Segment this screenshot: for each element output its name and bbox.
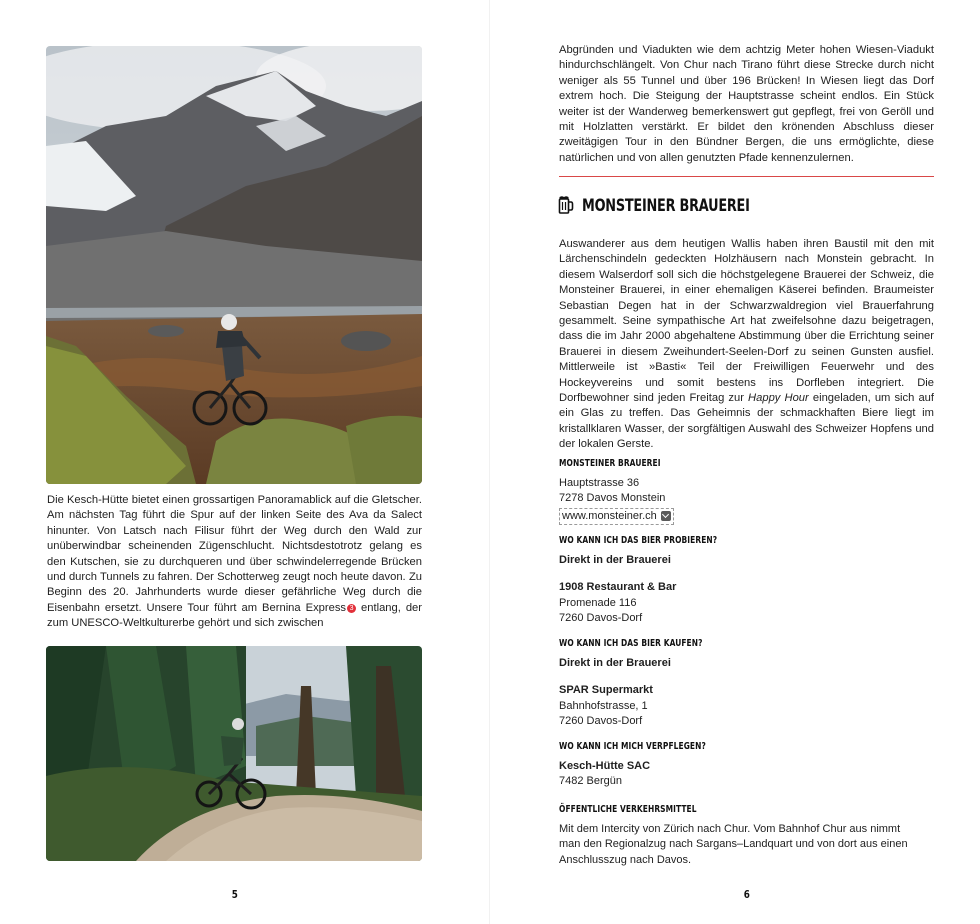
info-heading: WO KANN ICH DAS BIER PROBIEREN?: [559, 535, 718, 546]
place-name: 1908 Restaurant & Bar: [559, 581, 677, 593]
page-number-left: 5: [231, 888, 238, 901]
info-where-to-taste: [559, 533, 762, 627]
left-body-paragraph: [47, 493, 422, 632]
address-street: Hauptstrasse 36: [559, 476, 640, 489]
info-heading: WO KANN ICH MICH VERPFLEGEN?: [559, 741, 706, 752]
info-public-transport: [559, 802, 919, 868]
left-paragraph-text: Die Kesch-Hütte bietet einen grossartigen Panoramablick auf die Gletscher. Am nächsten Tag führt die Spur auf der linken Seite des Ava da Salect hinunter. Von Latsch nach Filisur führt der Weg durch den Wald zur unüberwindbar scheinenden Zügenschlucht. Nichtsdestotrotz gelang es den Kutschen, sie zu durchqueren und über schwindelerregende Brücken und durch Tunnels zu fahren. Der Schotterweg zeugt noch heute davon. Zu Beginn des 20. Jahrhunderts wurde dieser gefährliche Weg durch die Eisenbahn ersetzt. Unsere Tour führt am Bernina Express: [47, 494, 422, 614]
section-heading: MONSTEINER BRAUEREI: [582, 195, 750, 215]
page-number-right: 6: [743, 888, 750, 901]
website-url: www.monsteiner.ch: [562, 509, 657, 522]
address-street: Promenade 116: [559, 596, 637, 609]
transport-text: Mit dem Intercity von Zürich nach Chur. Vom Bahnhof Chur aus nimmt man den Regionalzug nach Sargans–Landquart und von dort aus einen Anschlusszug nach Davos.: [559, 822, 908, 866]
brewery-paragraph: [559, 237, 934, 453]
photo-biker-alpine: [46, 46, 422, 484]
forest-photo-illustration: [46, 646, 422, 861]
beer-mug-icon: [558, 195, 574, 215]
page-gutter: [489, 0, 490, 924]
address-city: 7482 Bergün: [559, 775, 622, 787]
reference-badge[interactable]: 3: [347, 604, 356, 613]
address-street: Bahnhofstrasse, 1: [559, 699, 648, 712]
address-city: 7260 Davos-Dorf: [559, 612, 643, 624]
brewery-paragraph-part1: Auswanderer aus dem heutigen Wallis haben ihren Baustil mit den mit Lärchenschindeln gedeckten Holzhäusern nach Monstein gebracht. In diesem Walserdorf soll sich die höchstgelegene Brauerei der Schweiz, die Monsteiner Brauerei, in einer ehemaligen Käserei befinden. Braumeister Sebastian Degen hat in der Schwarzwaldregion viel Brauerfahrung gesammelt. Seine sympathische Art hat zweifelsohne dazu beigetragen, dass die im Jahr 2000 abgehaltene Abstimmung über die Errichtung seiner Brauerei in diesem Zweihundert-Seelen-Dorf zu seinen Gunsten ausfiel. Mittlerweile ist »Basti« Teil der Freiwilligen Feuerwehr und des Hockeyvereins und somit bestens ins Dorfleben integriert. Die Dorfbewohner sind jeden Freitag zur: [559, 238, 934, 405]
address-city: 7278 Davos Monstein: [559, 492, 666, 504]
info-heading: ÖFFENTLICHE VERKEHRSMITTEL: [559, 804, 697, 815]
info-direct: Direkt in der Brauerei: [559, 553, 671, 566]
address-city: 7260 Davos-Dorf: [559, 715, 643, 727]
brewery-paragraph-italic: Happy Hour: [748, 392, 809, 405]
left-paragraph-end: entlang, der zum UNESCO-Weltkulturerbe gehört und sich zwischen: [47, 601, 423, 630]
brewery-paragraph-part2: eingeladen, um sich auf ein Glas zu treffen. Das Geheimnis der schmackhaften Biere liegt im kristallklaren Wasser, der sorgfältigen Auswahl des Schweizer Hopfens und der lokalen Gerste.: [559, 392, 935, 451]
info-brewery-address: [559, 456, 689, 525]
info-where-to-buy: [559, 636, 743, 730]
photo-biker-forest: [46, 646, 422, 861]
right-intro-paragraph: Abgründen und Viadukten wie dem achtzig Meter hohen Wiesen-Viadukt hindurchschlängelt. Von Chur nach Tirano führt diese Strecke durch nicht weniger als 55 Tunnel und über 196 Brücken! In Wiesen liegt das Dorf extrem hoch. Die Steigung der Hauptstrasse scheint endlos. Ein Stück weiter ist der Wanderweg bemerkenswert gut gepflegt, frei von Geröll und mit Holzlatten verstärkt. Er bildet den krönenden Abschluss dieser zweitägigen Tour in den Bündner Bergen, die uns ermöglichte, diese natürlichen und von allen genutzten Pfade kennenzulernen.: [559, 44, 934, 164]
info-direct: Direkt in der Brauerei: [559, 656, 671, 669]
info-where-to-eat: [559, 739, 747, 790]
place-name: SPAR Supermarkt: [559, 684, 653, 696]
alpine-photo-illustration: [46, 46, 422, 484]
info-heading: MONSTEINER BRAUEREI: [559, 458, 661, 469]
section-divider: [559, 176, 934, 177]
place-name: Kesch-Hütte SAC: [559, 759, 651, 772]
chevron-down-icon[interactable]: [661, 511, 671, 521]
website-link[interactable]: [559, 508, 674, 526]
info-heading: WO KANN ICH DAS BIER KAUFEN?: [559, 638, 703, 649]
section-title: [558, 193, 797, 217]
